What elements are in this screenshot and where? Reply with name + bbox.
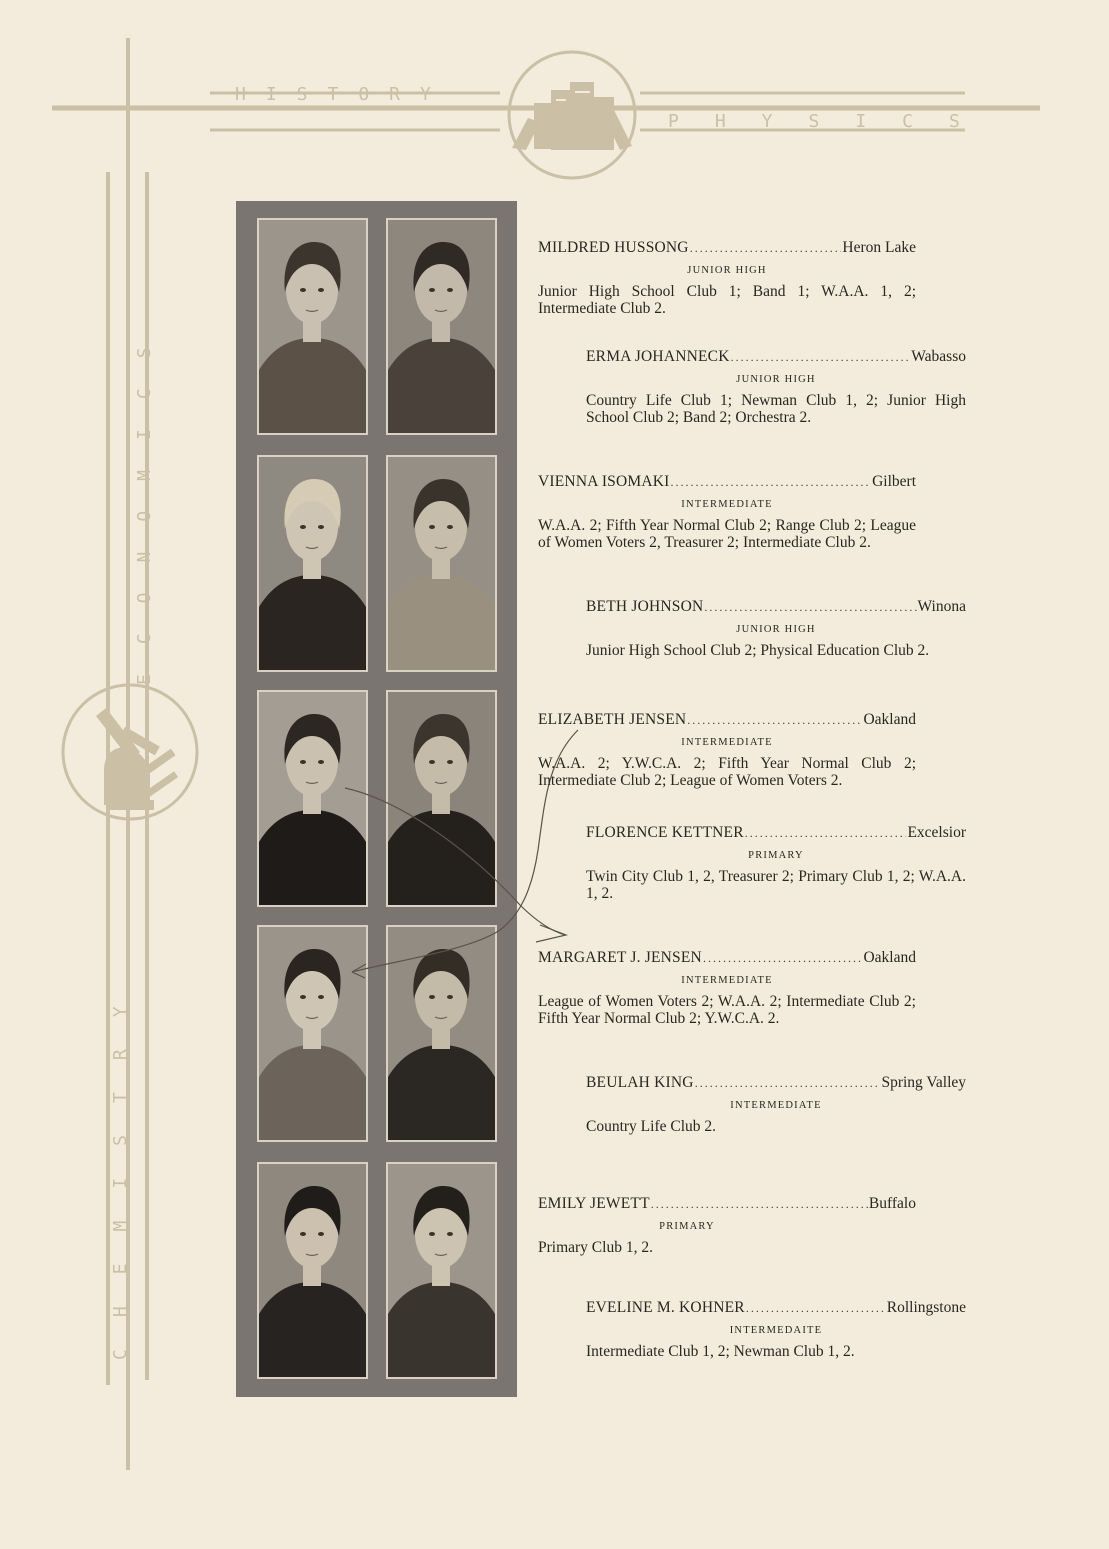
student-hometown: Rollingstone <box>886 1299 966 1316</box>
student-entry <box>586 598 966 659</box>
student-course: INTERMEDIATE <box>681 499 773 510</box>
student-entry <box>586 348 966 426</box>
dot-leader <box>745 825 907 842</box>
student-course: JUNIOR HIGH <box>687 265 767 276</box>
student-course: JUNIOR HIGH <box>736 374 816 385</box>
dot-leader <box>703 950 863 967</box>
student-entry <box>586 1074 966 1135</box>
student-course: PRIMARY <box>659 1221 715 1232</box>
student-activities: Country Life Club 2. <box>586 1118 717 1135</box>
student-hometown: Oakland <box>863 949 916 966</box>
student-course: INTERMEDIATE <box>681 737 773 748</box>
student-activities: Twin City Club 1, 2, Treasurer 2; Primary Club 1, 2; W.A.A. 1, 2. <box>586 868 966 902</box>
student-entry <box>586 824 966 902</box>
student-activities: W.A.A. 2; Y.W.C.A. 2; Fifth Year Normal Club 2; Intermediate Club 2; League of Women Voters 2. <box>538 755 916 789</box>
student-name: EVELINE M. KOHNER <box>586 1299 745 1316</box>
dot-leader <box>704 599 916 616</box>
student-course: INTERMEDAITE <box>729 1325 823 1336</box>
student-name: ERMA JOHANNECK <box>586 348 730 365</box>
side-subject-bottom: CHEMISTRY <box>110 974 131 1360</box>
dot-leader <box>690 240 842 257</box>
student-entry <box>538 1195 916 1256</box>
student-name: VIENNA ISOMAKI <box>538 473 670 490</box>
student-course: INTERMEDIATE <box>681 975 773 986</box>
student-name: BEULAH KING <box>586 1074 694 1091</box>
student-entry <box>538 473 916 551</box>
student-name: MARGARET J. JENSEN <box>538 949 702 966</box>
student-activities: Intermediate Club 1, 2; Newman Club 1, 2. <box>586 1343 855 1360</box>
student-name: EMILY JEWETT <box>538 1195 650 1212</box>
header-right-subject: PHYSICS <box>668 111 996 132</box>
student-entry <box>538 239 916 317</box>
student-name: FLORENCE KETTNER <box>586 824 744 841</box>
student-activities: Primary Club 1, 2. <box>538 1239 653 1256</box>
student-activities: W.A.A. 2; Fifth Year Normal Club 2; Range Club 2; League of Women Voters 2, Treasurer 2; Intermediate Club 2. <box>538 517 916 551</box>
student-activities: League of Women Voters 2; W.A.A. 2; Intermediate Club 2; Fifth Year Normal Club 2; Y.W.C.A. 2. <box>538 993 916 1027</box>
student-entry <box>538 711 916 789</box>
header-left-subject: HISTORY <box>235 84 451 105</box>
dot-leader <box>651 1196 868 1213</box>
student-name: BETH JOHNSON <box>586 598 704 615</box>
dot-leader <box>731 349 911 366</box>
student-activities: Junior High School Club 1; Band 1; W.A.A. 1, 2; Intermediate Club 2. <box>538 283 916 317</box>
student-hometown: Winona <box>917 598 966 615</box>
student-activities: Country Life Club 1; Newman Club 1, 2; Junior High School Club 2; Band 2; Orchestra 2. <box>586 392 966 426</box>
student-course: INTERMEDIATE <box>730 1100 822 1111</box>
dot-leader <box>746 1300 886 1317</box>
student-hometown: Spring Valley <box>881 1074 966 1091</box>
student-entry <box>586 1299 966 1360</box>
student-hometown: Buffalo <box>868 1195 916 1212</box>
student-course: JUNIOR HIGH <box>736 624 816 635</box>
dot-leader <box>695 1075 881 1092</box>
student-hometown: Gilbert <box>872 473 916 490</box>
student-hometown: Excelsior <box>907 824 966 841</box>
student-course: PRIMARY <box>748 850 804 861</box>
student-hometown: Oakland <box>863 711 916 728</box>
dot-leader <box>687 712 862 729</box>
student-entry <box>538 949 916 1027</box>
student-activities: Junior High School Club 2; Physical Education Club 2. <box>586 642 930 659</box>
side-subject-top: ECONOMICS <box>134 317 155 685</box>
student-name: MILDRED HUSSONG <box>538 239 689 256</box>
student-name: ELIZABETH JENSEN <box>538 711 687 728</box>
dot-leader <box>671 474 872 491</box>
student-hometown: Wabasso <box>911 348 966 365</box>
student-hometown: Heron Lake <box>842 239 916 256</box>
